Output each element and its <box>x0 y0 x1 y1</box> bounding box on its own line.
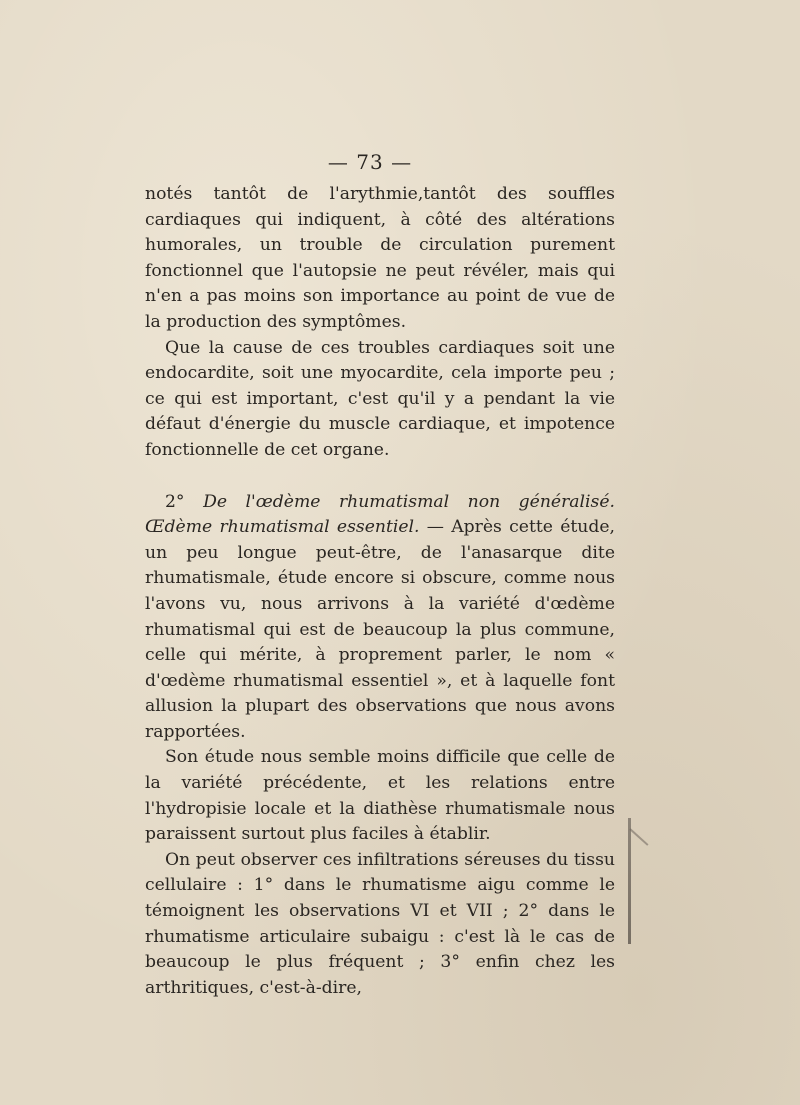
paragraph-3 <box>145 490 615 746</box>
margin-mark <box>628 818 631 944</box>
margin-tick-mark <box>629 828 648 846</box>
paragraph-5: On peut observer ces infiltrations séreuses du tissu cellulaire : 1° dans le rhumatisme aigu comme le témoignent les observations VI et VII ; 2° dans le rhumatisme articulaire subaigu : c'est là le cas de beaucoup le plus fréquent ; 3° enfin chez les arthritiques, c'est-à-dire, <box>145 849 615 998</box>
section-number: 2° <box>165 491 185 512</box>
body-text <box>145 182 615 1001</box>
paragraph-1: notés tantôt de l'arythmie,tantôt des souffles cardiaques qui indiquent, à côté des altérations humorales, un trouble de circulation purement fonctionnel que l'autopsie ne peut révéler, mais qui n'en a pas moins son importance au point de vue de la production des symptômes. <box>145 184 615 332</box>
paragraph-3-text: — Après cette étude, un peu longue peut-être, de l'anasarque dite rhumatismale, étude encore si obscure, comme nous l'avons vu, nous arrivons à la variété d'œdème rhumatismal qui est de beaucoup la plus commune, celle qui mérite, à proprement parler, le nom « d'œdème rhumatismal essentiel », et à laquelle font allusion la plupart des observations que nous avons rapportées. <box>145 517 616 742</box>
paragraph-2: Que la cause de ces troubles cardiaques soit une endocardite, soit une myocardite, cela importe peu ; ce qui est important, c'est qu'il y a pendant la vie défaut d'énergie du muscle cardiaque, et impotence fonctionnelle de cet organe. <box>145 337 615 460</box>
page-number: — 73 — <box>327 150 413 174</box>
paragraph-4: Son étude nous semble moins difficile que celle de la variété précédente, et les relations entre l'hydropisie locale et la diathèse rhumatismale nous paraissent surtout plus faciles à établir. <box>145 747 615 845</box>
section-heading: De l'œdème rhumatismal non généralisé. Œdème rhumatismal essentiel. <box>145 491 615 538</box>
